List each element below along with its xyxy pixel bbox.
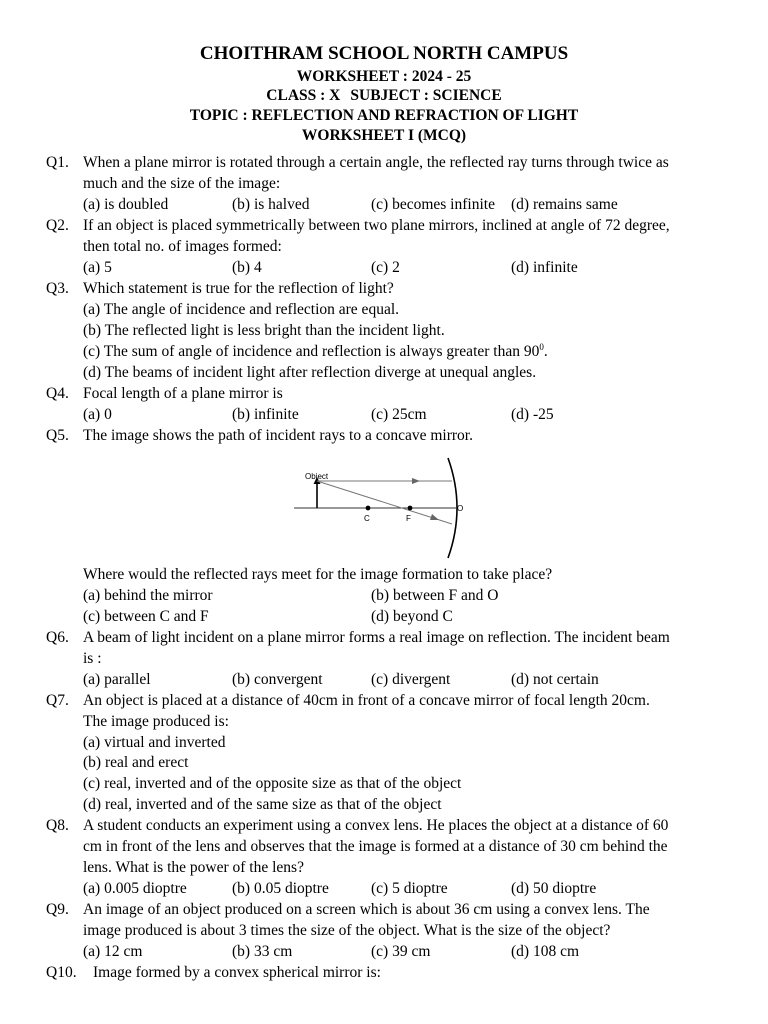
option-a: (a) 12 cm <box>83 943 143 960</box>
option-d: (d) -25 <box>511 406 554 423</box>
question-text: An object is placed at a distance of 40cm in front of a concave mirror of focal length 20cm. <box>83 692 650 709</box>
question-number: Q7. <box>46 692 69 709</box>
option-a: (a) virtual and inverted <box>83 734 226 751</box>
question-text: Which statement is true for the reflection of light? <box>83 280 394 297</box>
question-text: A student conducts an experiment using a convex lens. He places the object at a distance of 60 <box>83 817 669 834</box>
question-text: Focal length of a plane mirror is <box>83 385 283 402</box>
question-text: then total no. of images formed: <box>83 238 282 255</box>
option-b: (b) 0.05 dioptre <box>232 880 329 897</box>
option-d: (d) 50 dioptre <box>511 880 597 897</box>
option-c: (c) between C and F <box>83 608 209 625</box>
concave-mirror-ray-diagram <box>288 456 480 560</box>
question-text: image produced is about 3 times the size of the object. What is the size of the object? <box>83 922 611 939</box>
question-number: Q3. <box>46 280 69 297</box>
question-text: cm in front of the lens and observes that the image is formed at a distance of 30 cm behind the <box>83 838 668 855</box>
question-text: much and the size of the image: <box>83 175 281 192</box>
question-text: When a plane mirror is rotated through a certain angle, the reflected ray turns through twice as <box>83 154 669 171</box>
option-d: (d) The beams of incident light after reflection diverge at unequal angles. <box>83 364 537 381</box>
center-of-curvature-point <box>366 506 371 511</box>
question-number: Q5. <box>46 427 69 444</box>
option-b: (b) convergent <box>232 671 323 688</box>
option-d: (d) remains same <box>511 196 618 213</box>
option-c: (c) becomes infinite <box>371 196 495 213</box>
option-d: (d) infinite <box>511 259 578 276</box>
question-text: An image of an object produced on a screen which is about 36 cm using a convex lens. The <box>83 901 650 918</box>
option-d: (d) real, inverted and of the same size as that of the object <box>83 796 442 813</box>
option-a: (a) The angle of incidence and reflection are equal. <box>83 301 400 318</box>
question-number: Q2. <box>46 217 69 234</box>
question-number: Q10. <box>46 964 77 981</box>
option-a: (a) parallel <box>83 671 151 688</box>
option-c-period: . <box>543 343 548 360</box>
option-c <box>83 342 548 362</box>
option-a: (a) behind the mirror <box>83 587 213 604</box>
question-number: Q6. <box>46 629 69 646</box>
question-text: The image produced is: <box>83 713 229 730</box>
question-text: If an object is placed symmetrically between two plane mirrors, inclined at angle of 72 degree, <box>83 217 670 234</box>
question-number: Q4. <box>46 385 69 402</box>
worksheet-title: WORKSHEET I (MCQ) <box>301 127 467 144</box>
option-d: (d) beyond C <box>371 608 453 625</box>
option-b: (b) real and erect <box>83 754 189 771</box>
option-b: (b) between F and O <box>371 587 499 604</box>
question-text: lens. What is the power of the lens? <box>83 859 304 876</box>
option-b: (b) 33 cm <box>232 943 293 960</box>
option-c: (c) divergent <box>371 671 451 688</box>
question-text: is : <box>83 650 102 667</box>
option-b: (b) 4 <box>232 259 262 276</box>
option-d: (d) not certain <box>511 671 599 688</box>
option-a: (a) 0 <box>83 406 112 423</box>
option-a: (a) is doubled <box>83 196 169 213</box>
option-a: (a) 0.005 dioptre <box>83 880 187 897</box>
option-c-text: (c) The sum of angle of incidence and reflection is always greater than 90 <box>83 343 540 360</box>
option-b: (b) infinite <box>232 406 299 423</box>
question-number: Q8. <box>46 817 69 834</box>
question-number: Q1. <box>46 154 69 171</box>
question-text: A beam of light incident on a plane mirror forms a real image on reflection. The incident beam <box>83 629 670 646</box>
degree-superscript: 0 <box>539 341 544 352</box>
question-text: The image shows the path of incident rays to a concave mirror. <box>83 427 473 444</box>
label-c: C <box>364 514 370 523</box>
focus-point <box>408 506 413 511</box>
subject-label: SUBJECT : SCIENCE <box>350 87 502 104</box>
option-b: (b) is halved <box>232 196 310 213</box>
label-object: Object <box>305 472 329 481</box>
question-text: Image formed by a convex spherical mirror is: <box>93 964 381 981</box>
class-label: CLASS : X <box>266 87 341 104</box>
option-c: (c) real, inverted and of the opposite size as that of the object <box>83 775 462 792</box>
topic-title: TOPIC : REFLECTION AND REFRACTION OF LIGHT <box>189 107 579 124</box>
option-c: (c) 39 cm <box>371 943 431 960</box>
school-name: CHOITHRAM SCHOOL NORTH CAMPUS <box>199 43 569 64</box>
worksheet-year: WORKSHEET : 2024 - 25 <box>296 68 472 85</box>
question-text: Where would the reflected rays meet for the image formation to take place? <box>83 566 553 583</box>
option-b: (b) The reflected light is less bright than the incident light. <box>83 322 445 339</box>
label-o: O <box>457 504 464 513</box>
label-f: F <box>406 514 411 523</box>
question-number: Q9. <box>46 901 69 918</box>
option-c: (c) 5 dioptre <box>371 880 448 897</box>
option-a: (a) 5 <box>83 259 112 276</box>
option-c: (c) 25cm <box>371 406 427 423</box>
option-d: (d) 108 cm <box>511 943 580 960</box>
option-c: (c) 2 <box>371 259 400 276</box>
class-subject-line <box>0 86 768 105</box>
